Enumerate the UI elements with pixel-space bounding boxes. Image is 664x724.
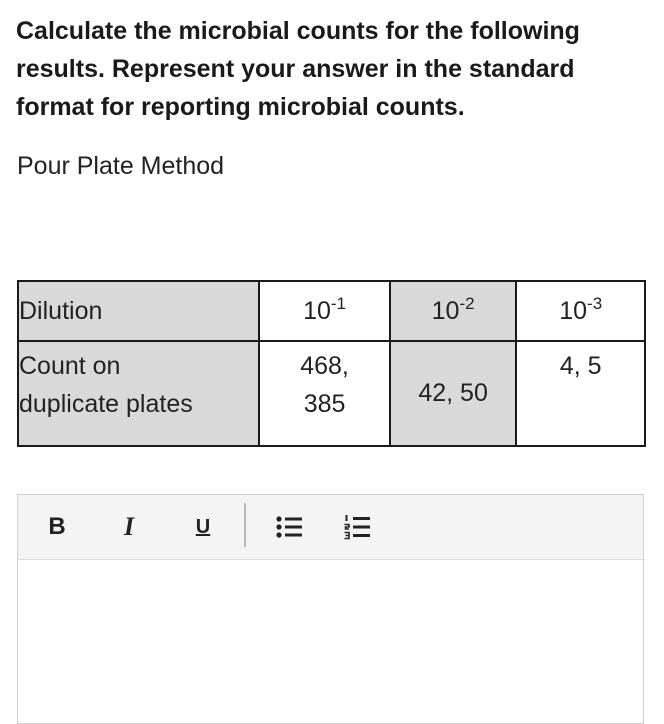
- dilution-table: [17, 280, 646, 447]
- table-row: [18, 281, 645, 341]
- answer-text-area[interactable]: [18, 560, 643, 720]
- dilution-exponent: -3: [587, 293, 603, 313]
- bold-button[interactable]: B: [48, 513, 66, 540]
- dilution-exponent: -2: [459, 293, 475, 313]
- dilution-header: Dilution: [18, 281, 259, 341]
- table-row: [18, 341, 645, 446]
- bulleted-list-button[interactable]: [272, 495, 306, 559]
- dilution-10-2: [390, 281, 517, 341]
- count-header-line2: duplicate plates: [19, 390, 193, 418]
- count-10-1: [259, 341, 390, 446]
- count-header-line1: Count on: [19, 352, 121, 380]
- dilution-exponent: -1: [330, 293, 347, 313]
- editor-toolbar: [18, 495, 643, 560]
- count-10-2: 42, 50: [390, 341, 517, 446]
- count-10-1-line1: 468,: [300, 352, 349, 380]
- question-prompt: Calculate the microbial counts for the following results. Represent your answer in the standard format for reporting microbial counts.: [16, 17, 580, 121]
- count-10-3: 4, 5: [516, 341, 645, 446]
- method-label: Pour Plate Method: [17, 152, 225, 180]
- bulleted-list-icon: [276, 515, 302, 539]
- count-10-1-line2: 385: [303, 390, 346, 418]
- count-header: [18, 341, 259, 446]
- toolbar-divider: [244, 503, 246, 547]
- underline-button[interactable]: U: [195, 515, 211, 538]
- answer-editor: [17, 494, 644, 724]
- dilution-10-1: [259, 281, 390, 341]
- numbered-list-icon: [344, 514, 370, 540]
- dilution-base: 10: [303, 296, 331, 325]
- dilution-base: 10: [559, 296, 588, 325]
- dilution-10-3: [516, 281, 645, 341]
- dilution-base: 10: [431, 296, 460, 325]
- italic-button[interactable]: I: [123, 512, 135, 541]
- numbered-list-button[interactable]: [340, 495, 374, 559]
